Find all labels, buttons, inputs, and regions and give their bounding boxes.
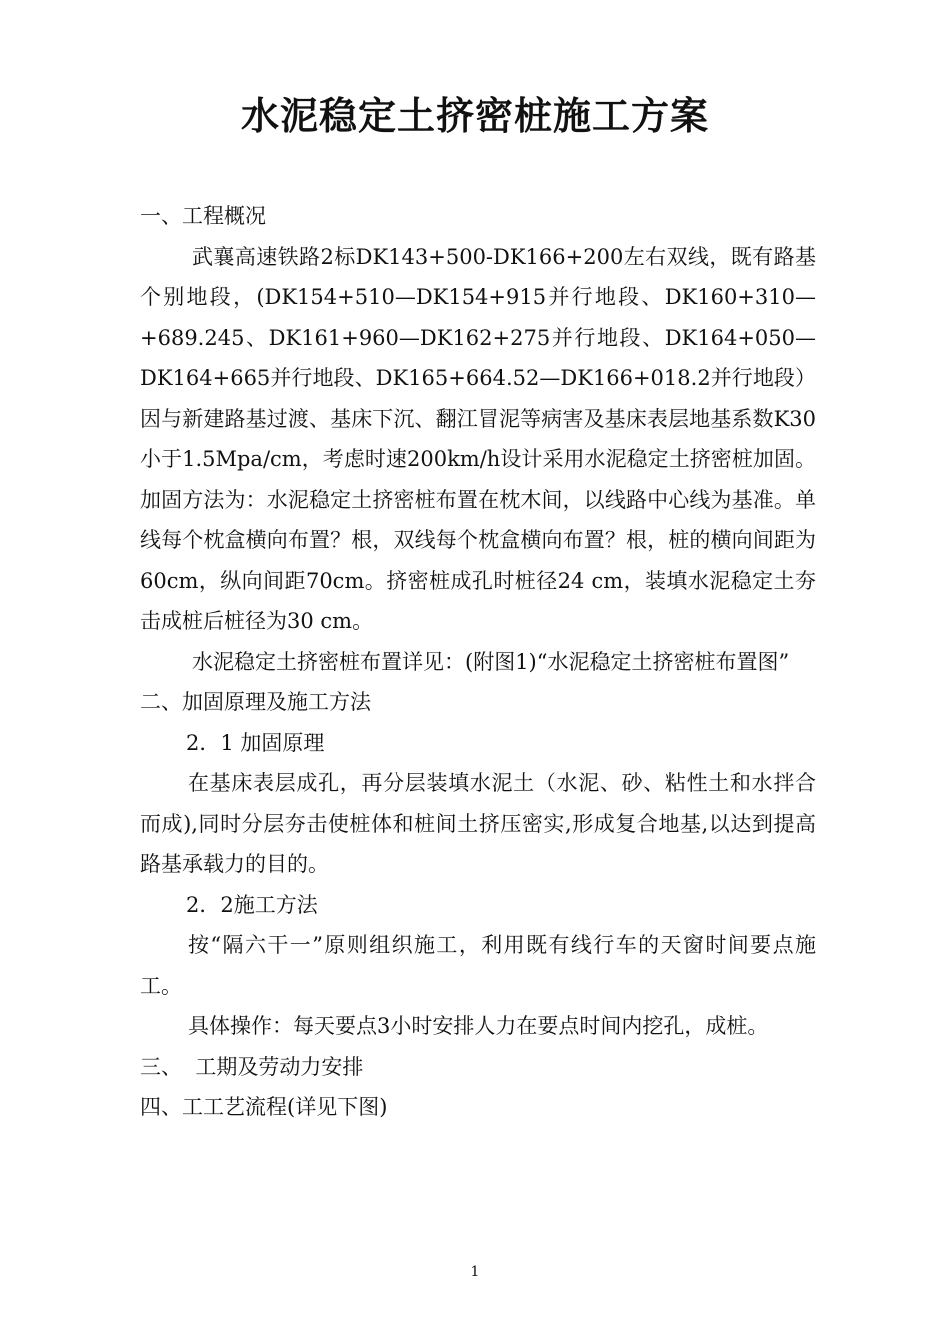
document-title: 水泥稳定土挤密桩施工方案 <box>240 93 709 138</box>
page-number: 1 <box>470 1264 480 1280</box>
section-heading-overview: 一、工程概况 <box>140 204 266 228</box>
section-heading-schedule-labor: 三、 工期及劳动力安排 <box>140 1054 364 1079</box>
subsection-heading-method: 2．2施工方法 <box>186 892 318 917</box>
document-body <box>140 196 816 1128</box>
section-heading-process-flow: 四、工工艺流程(详见下图) <box>140 1095 388 1119</box>
section-heading-principle-method: 二、加固原理及施工方法 <box>140 690 371 714</box>
subsection-heading-principle: 2．1 加固原理 <box>186 730 325 755</box>
principle-paragraph: 在基床表层成孔，再分层装填水泥土（水泥、砂、粘性土和水拌合而成),同时分层夯击使桩体和桩间土挤压密实,形成复合地基,以达到提高路基承载力的目的。 <box>140 771 816 876</box>
layout-reference-paragraph: 水泥稳定土挤密桩布置详见：(附图1)“水泥稳定土挤密桩布置图” <box>192 649 790 674</box>
overview-paragraph: 武襄高速铁路2标DK143+500-DK166+200左右双线，既有路基个别地段，(DK154+510—DK154+915并行地段、DK160+310—+689.245、DK161+960—DK162+275并行地段、DK164+050—DK164+665并行地段、DK165+664.52—DK166+018.2并行地段）因与新建路基过渡、基床下沉、翻江冒泥等病害及基床表层地基系数K30小于1.5Mpa/cm，考虑时速200km/h设计采用水泥稳定土挤密桩加固。加固方法为：水泥稳定土挤密桩布置在枕木间，以线路中心线为基准。单线每个枕盒横向布置？根，双线每个枕盒横向布置？根，桩的横向间距为60cm，纵向间距70cm。挤密桩成孔时桩径24 cm，装填水泥稳定土夯击成桩后桩径为30 cm。 <box>140 244 816 633</box>
method-paragraph-2: 具体操作：每天要点3小时安排人力在要点时间内挖孔，成桩。 <box>188 1014 769 1038</box>
method-paragraph-1: 按“隔六干一”原则组织施工，利用既有线行车的天窗时间要点施工。 <box>140 933 816 998</box>
